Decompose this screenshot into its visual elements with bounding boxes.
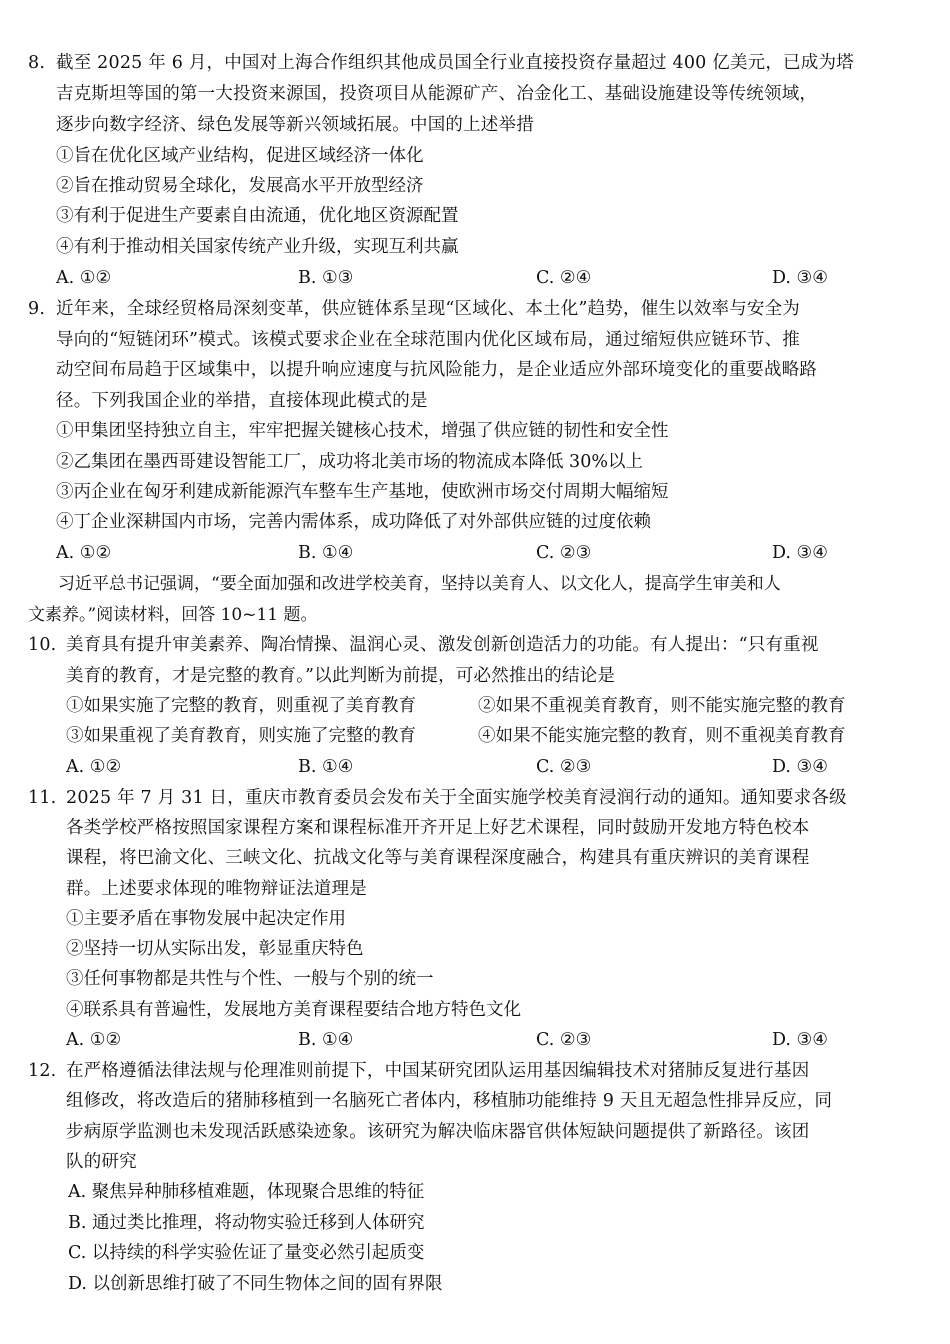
question-12-option-c[interactable]: C. 以持续的科学实验佐证了量变必然引起质变: [68, 1243, 425, 1263]
material-intro-line-1: 习近平总书记强调，“要全面加强和改进学校美育，坚持以美育人、以文化人，提高学生审美和人: [58, 574, 781, 594]
choice-d[interactable]: D. ③④: [772, 543, 828, 563]
choice-b[interactable]: B. ①④: [298, 757, 354, 777]
question-8-option-1: ①旨在优化区域产业结构，促进区域经济一体化: [56, 146, 424, 166]
question-10-options-row-2: [66, 721, 920, 751]
question-11-line-1: 11. 2025 年 7 月 31 日，重庆市教育委员会发布关于全面实施学校美育浸润行动的通知。通知要求各级: [28, 783, 920, 813]
question-10-line-2: 美育的教育，才是完整的教育。”以此判断为前提，可必然推出的结论是: [66, 666, 616, 686]
question-number: 11.: [28, 788, 57, 808]
question-11-option-1: ①主要矛盾在事物发展中起决定作用: [66, 909, 346, 929]
question-11-line-3: 课程，将巴渝文化、三峡文化、抗战文化等与美育课程深度融合，构建具有重庆辨识的美育课程: [66, 848, 810, 868]
question-11-line-2: 各类学校严格按照国家课程方案和课程标准开齐开足上好艺术课程，同时鼓励开发地方特色校本: [66, 818, 810, 838]
question-12-line-4: 队的研究: [66, 1152, 137, 1172]
question-10-option-2: ②如果不重视美育教育，则不能实施完整的教育: [478, 696, 846, 716]
question-12-option-d[interactable]: D. 以创新思维打破了不同生物体之间的固有界限: [68, 1274, 443, 1294]
question-8-line-1: 8. 截至 2025 年 6 月，中国对上海合作组织其他成员国全行业直接投资存量超过 400 亿美元，已成为塔: [28, 48, 920, 78]
question-11-choices: [66, 1025, 930, 1055]
choice-a[interactable]: A. ①②: [66, 757, 122, 777]
choice-c[interactable]: C. ②③: [536, 543, 592, 563]
question-11-option-3: ③任何事物都是共性与个性、一般与个别的统一: [66, 969, 434, 989]
question-10-line-1: 10. 美育具有提升审美素养、陶冶情操、温润心灵、激发创新创造活力的功能。有人提出：“只有重视: [28, 630, 920, 660]
question-8-line-3: 逐步向数字经济、绿色发展等新兴领域拓展。中国的上述举措: [56, 115, 534, 135]
choice-a[interactable]: A. ①②: [66, 1030, 122, 1050]
question-12-line-2: 组修改，将改造后的猪肺移植到一名脑死亡者体内，移植肺功能维持 9 天且无超急性排异反应，同: [66, 1091, 833, 1111]
question-11-option-2: ②坚持一切从实际出发，彰显重庆特色: [66, 939, 364, 959]
question-9-line-4: 径。下列我国企业的举措，直接体现此模式的是: [56, 391, 428, 411]
choice-b[interactable]: B. ①④: [298, 543, 354, 563]
question-10-choices: [66, 752, 930, 782]
question-10-option-4: ④如果不能实施完整的教育，则不重视美育教育: [478, 726, 846, 746]
question-12-option-a[interactable]: A. 聚焦异种肺移植难题，体现聚合思维的特征: [68, 1182, 425, 1202]
question-8-line-2: 吉克斯坦等国的第一大投资来源国，投资项目从能源矿产、冶金化工、基础设施建设等传统领域，: [56, 84, 818, 104]
question-12-line-3: 步病原学监测也未发现活跃感染迹象。该研究为解决临床器官供体短缺问题提供了新路径。该团: [66, 1122, 810, 1142]
question-9-option-3: ③丙企业在匈牙利建成新能源汽车整车生产基地，使欧洲市场交付周期大幅缩短: [56, 482, 669, 502]
question-10-option-1: ①如果实施了完整的教育，则重视了美育教育: [66, 696, 416, 716]
question-number: 12.: [28, 1061, 57, 1081]
material-intro-line-2: 文素养。”阅读材料，回答 10~11 题。: [28, 605, 318, 625]
question-9-choices: [56, 538, 920, 568]
question-10-options-row-1: [66, 691, 920, 721]
choice-c[interactable]: C. ②③: [536, 757, 592, 777]
question-9-line-3: 动空间布局趋于区域集中，以提升响应速度与抗风险能力，是企业适应外部环境变化的重要战略路: [56, 360, 818, 380]
question-9-option-4: ④丁企业深耕国内市场，完善内需体系，成功降低了对外部供应链的过度依赖: [56, 512, 651, 532]
choice-d[interactable]: D. ③④: [772, 1030, 828, 1050]
choice-b[interactable]: B. ①④: [298, 1030, 354, 1050]
question-9-option-2: ②乙集团在墨西哥建设智能工厂，成功将北美市场的物流成本降低 30%以上: [56, 452, 643, 472]
choice-b[interactable]: B. ①③: [298, 268, 354, 288]
question-12-option-b[interactable]: B. 通过类比推理，将动物实验迁移到人体研究: [68, 1213, 425, 1233]
question-number: 10.: [28, 635, 57, 655]
question-number: 9.: [28, 299, 46, 319]
question-12-line-1: 12. 在严格遵循法律法规与伦理准则前提下，中国某研究团队运用基因编辑技术对猪肺反复进行基因: [28, 1056, 920, 1086]
question-8-option-3: ③有利于促进生产要素自由流通，优化地区资源配置: [56, 206, 459, 226]
question-11-line-4: 群。上述要求体现的唯物辩证法道理是: [66, 879, 367, 899]
question-8-choices: [56, 263, 920, 293]
choice-a[interactable]: A. ①②: [56, 543, 112, 563]
question-9-option-1: ①甲集团坚持独立自主，牢牢把握关键核心技术，增强了供应链的韧性和安全性: [56, 421, 669, 441]
choice-c[interactable]: C. ②④: [536, 268, 592, 288]
question-number: 8.: [28, 53, 46, 73]
choice-d[interactable]: D. ③④: [772, 268, 828, 288]
question-8-option-2: ②旨在推动贸易全球化，发展高水平开放型经济: [56, 176, 424, 196]
question-9-line-2: 导向的“短链闭环”模式。该模式要求企业在全球范围内优化区域布局，通过缩短供应链环节、推: [56, 330, 800, 350]
choice-d[interactable]: D. ③④: [772, 757, 828, 777]
question-11-option-4: ④联系具有普遍性，发展地方美育课程要结合地方特色文化: [66, 1000, 521, 1020]
question-9-line-1: 9. 近年来，全球经贸格局深刻变革，供应链体系呈现“区域化、本土化”趋势，催生以效率与安全为: [28, 294, 920, 324]
choice-c[interactable]: C. ②③: [536, 1030, 592, 1050]
choice-a[interactable]: A. ①②: [56, 268, 112, 288]
question-8-option-4: ④有利于推动相关国家传统产业升级，实现互利共赢: [56, 237, 459, 257]
question-10-option-3: ③如果重视了美育教育，则实施了完整的教育: [66, 726, 416, 746]
